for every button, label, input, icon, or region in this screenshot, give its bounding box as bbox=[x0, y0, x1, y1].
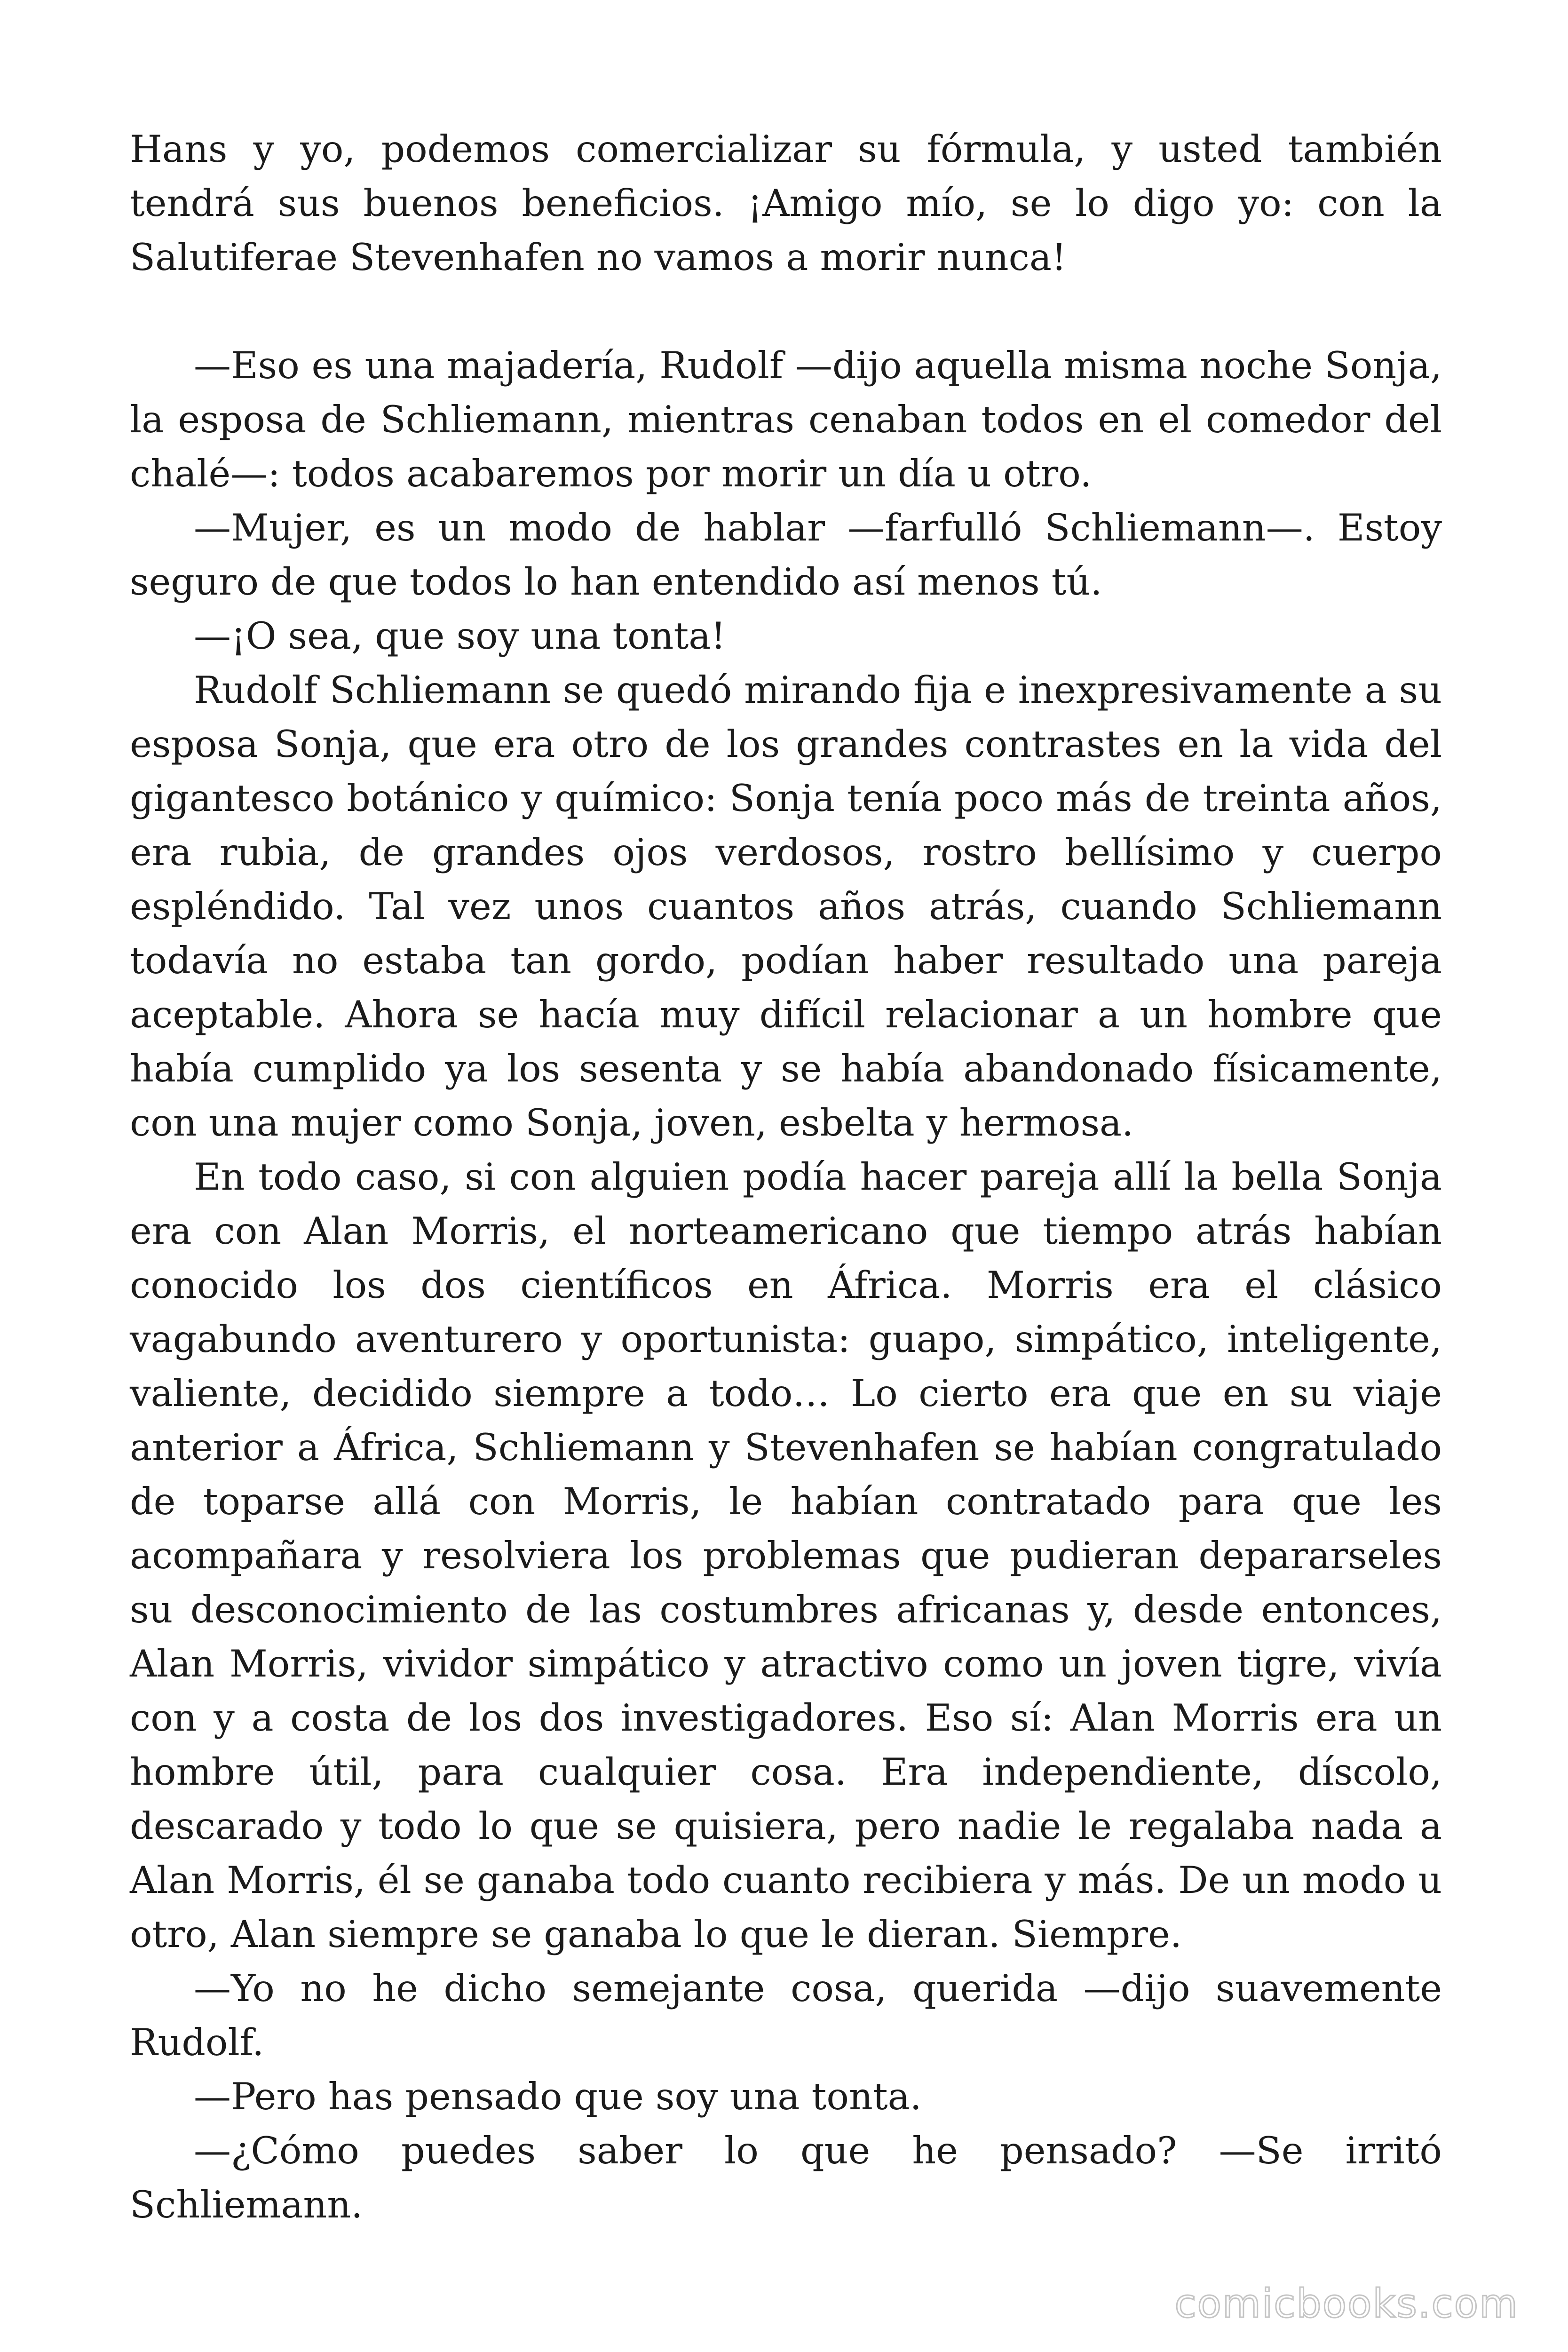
paragraph-dialogue: —Yo no he dicho semejante cosa, querida —dijo suavemente Rudolf. bbox=[130, 1967, 1442, 2064]
paragraph-dialogue: —¡O sea, que soy una tonta! bbox=[194, 614, 726, 658]
paragraph-narration: Rudolf Schliemann se quedó mirando fija e inexpresivamente a su esposa Sonja, que era otro de los grandes contrastes en la vida del gigantesco botánico y químico: Sonja tenía poco más de treinta años, era rubia, de grandes ojos verdosos, rostro bellísimo y cuerpo espléndido. Tal vez unos cuantos años atrás, cuando Schliemann todavía no estaba tan gordo, podían haber resultado una pareja aceptable. Ahora se hacía muy difícil relacionar a un hombre que había cumplido ya los sesenta y se había abandonado físicamente, con una mujer como Sonja, joven, esbelta y hermosa. bbox=[130, 668, 1442, 1144]
paragraph-dialogue: —Mujer, es un modo de hablar —farfulló Schliemann—. Estoy seguro de que todos lo han entendido así menos tú. bbox=[130, 506, 1442, 604]
watermark: comicbooks.com bbox=[1174, 2280, 1519, 2327]
paragraph-dialogue: —Pero has pensado que soy una tonta. bbox=[194, 2075, 922, 2118]
paragraph-dialogue: —Eso es una majadería, Rudolf —dijo aquella misma noche Sonja, la esposa de Schliemann, mientras cenaban todos en el comedor del chalé—: todos acabaremos por morir un día u otro. bbox=[130, 344, 1442, 495]
paragraph-narration: En todo caso, si con alguien podía hacer pareja allí la bella Sonja era con Alan Morris, el norteamericano que tiempo atrás habían conocido los dos científicos en África. Morris era el clásico vagabundo aventurero y oportunista: guapo, simpático, inteligente, valiente, decidido siempre a todo… Lo cierto era que en su viaje anterior a África, Schliemann y Stevenhafen se habían congratulado de toparse allá con Morris, le habían contratado para que les acompañara y resolviera los problemas que pudieran depararseles su desconocimiento de las costumbres africanas y, desde entonces, Alan Morris, vividor simpático y atractivo como un joven tigre, vivía con y a costa de los dos investigadores. Eso sí: Alan Morris era un hombre útil, para cualquier cosa. Era independiente, díscolo, descarado y todo lo que se quisiera, pero nadie le regalaba nada a Alan Morris, él se ganaba todo cuanto recibiera y más. De un modo u otro, Alan siempre se ganaba lo que le dieran. Siempre. bbox=[130, 1155, 1442, 1956]
paragraph-continuation: Hans y yo, podemos comercializar su fórmula, y usted también tendrá sus buenos beneficios. ¡Amigo mío, se lo digo yo: con la Salutiferae Stevenhafen no vamos a morir nunca! bbox=[130, 127, 1442, 279]
paragraph-dialogue: —¿Cómo puedes saber lo que he pensado? —Se irritó Schliemann. bbox=[130, 2129, 1442, 2226]
page-text bbox=[130, 122, 1442, 2232]
